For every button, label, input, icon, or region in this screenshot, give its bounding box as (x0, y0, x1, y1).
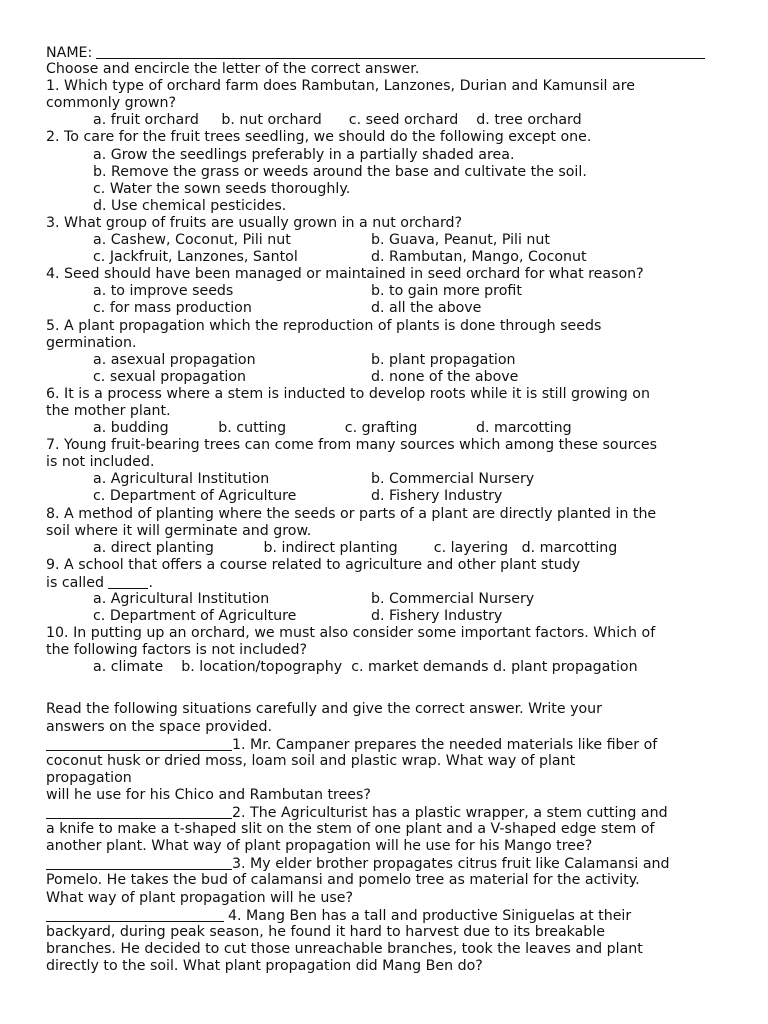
situation-3-answer-blank[interactable] (46, 855, 232, 870)
q2-option-b[interactable]: b. Remove the grass or weeds around the base and cultivate the soil. (93, 163, 587, 180)
q9-option-c[interactable]: c. Department of Agriculture (93, 608, 297, 625)
q7-options-row-2 (46, 488, 726, 505)
q5-option-b[interactable]: b. plant propagation (371, 351, 516, 368)
instructions-part-2-cont: answers on the space provided. (46, 718, 273, 735)
q7-stem-cont: is not included. (46, 454, 155, 471)
q3-option-c[interactable]: c. Jackfruit, Lanzones, Santol (93, 249, 298, 266)
situation-2-first-line (46, 804, 726, 821)
q1-options[interactable]: a. fruit orchard b. nut orchard c. seed orchard d. tree orchard (93, 112, 582, 129)
q9-stem-end: . (148, 574, 153, 591)
q4-option-d[interactable]: d. all the above (371, 300, 482, 317)
situation-3-line-2: Pomelo. He takes the bud of calamansi and pomelo tree as material for the activity. (46, 872, 640, 889)
q3-option-d[interactable]: d. Rambutan, Mango, Coconut (371, 249, 587, 266)
situation-1-first-line (46, 736, 726, 753)
q2-option-d[interactable]: d. Use chemical pesticides. (93, 197, 287, 214)
q9-stem-cont (46, 574, 726, 591)
situation-2-line-2: a knife to make a t-shaped slit on the stem of one plant and a V-shaped edge stem of (46, 821, 655, 838)
q7-option-c[interactable]: c. Department of Agriculture (93, 488, 297, 505)
q4-option-a[interactable]: a. to improve seeds (93, 283, 234, 300)
q9-options-row-1 (46, 591, 726, 608)
situation-1-line-3: propagation (46, 769, 132, 786)
situation-1-line-2: coconut husk or dried moss, loam soil and plastic wrap. What way of plant (46, 752, 576, 769)
q8-stem-cont: soil where it will germinate and grow. (46, 522, 312, 539)
section-gap (46, 676, 726, 693)
q8-options[interactable]: a. direct planting b. indirect planting c. layering d. marcotting (93, 539, 618, 556)
situation-2-text: 2. The Agriculturist has a plastic wrapper, a stem cutting and (232, 805, 668, 822)
q5-option-d[interactable]: d. none of the above (371, 368, 519, 385)
situation-4-line-2: backyard, during peak season, he found it hard to harvest due to its breakable (46, 923, 605, 940)
q5-option-c[interactable]: c. sexual propagation (93, 368, 247, 385)
q5-options-row-2 (46, 369, 726, 386)
q6-stem-cont: the mother plant. (46, 402, 171, 419)
q3-option-a[interactable]: a. Cashew, Coconut, Pili nut (93, 232, 291, 249)
q8-stem: 8. A method of planting where the seeds or parts of a plant are directly planted in the (46, 505, 657, 522)
name-label: NAME: (46, 45, 93, 61)
q4-stem: 4. Seed should have been managed or maintained in seed orchard for what reason? (46, 266, 644, 283)
situation-4-text: 4. Mang Ben has a tall and productive Siniguelas at their (228, 907, 632, 924)
situation-3-line-3: What way of plant propagation will he use? (46, 889, 353, 906)
q9-options-row-2 (46, 608, 726, 625)
situation-1-line-4: will he use for his Chico and Rambutan trees? (46, 786, 371, 803)
instructions-part-2: Read the following situations carefully and give the correct answer. Write your (46, 701, 603, 718)
q4-options-row-1 (46, 283, 726, 300)
q3-option-b[interactable]: b. Guava, Peanut, Pili nut (371, 232, 550, 249)
q1-stem: 1. Which type of orchard farm does Rambutan, Lanzones, Durian and Kamunsil are (46, 78, 635, 95)
q9-stem-text: is called (46, 574, 104, 591)
q9-answer-blank[interactable] (108, 574, 148, 589)
situation-3-first-line (46, 855, 726, 872)
q7-stem: 7. Young fruit-bearing trees can come from many sources which among these sources (46, 437, 658, 454)
q5-stem-cont: germination. (46, 334, 137, 351)
situation-4-answer-blank[interactable] (46, 907, 224, 922)
q10-stem: 10. In putting up an orchard, we must also consider some important factors. Which of (46, 625, 656, 642)
q7-option-d[interactable]: d. Fishery Industry (371, 488, 503, 505)
q7-options-row-1 (46, 471, 726, 488)
situation-2-answer-blank[interactable] (46, 804, 232, 819)
name-field[interactable] (96, 44, 705, 59)
q2-stem: 2. To care for the fruit trees seedling, we should do the following except one. (46, 129, 592, 146)
instructions-part-1: Choose and encircle the letter of the correct answer. (46, 61, 420, 78)
q5-stem: 5. A plant propagation which the reproduction of plants is done through seeds (46, 317, 602, 334)
q7-option-b[interactable]: b. Commercial Nursery (371, 471, 535, 488)
q5-options-row-1 (46, 352, 726, 369)
q4-option-c[interactable]: c. for mass production (93, 300, 252, 317)
situation-4-line-3: branches. He decided to cut those unreachable branches, took the leaves and plant (46, 940, 643, 957)
name-row (46, 44, 726, 61)
q9-stem: 9. A school that offers a course related to agriculture and other plant study (46, 556, 581, 573)
q7-option-a[interactable]: a. Agricultural Institution (93, 471, 270, 488)
q10-stem-cont: the following factors is not included? (46, 642, 308, 659)
q4-option-b[interactable]: b. to gain more profit (371, 283, 522, 300)
situation-4-first-line (46, 907, 726, 924)
q5-option-a[interactable]: a. asexual propagation (93, 351, 256, 368)
q2-option-c[interactable]: c. Water the sown seeds thoroughly. (93, 180, 351, 197)
worksheet (46, 44, 726, 975)
situation-2-line-3: another plant. What way of plant propagation will he use for his Mango tree? (46, 838, 593, 855)
situation-1-text: 1. Mr. Campaner prepares the needed materials like fiber of (232, 736, 658, 753)
section-gap-2 (46, 693, 726, 701)
q3-options-row-1 (46, 232, 726, 249)
q1-stem-cont: commonly grown? (46, 95, 176, 112)
q2-option-a[interactable]: a. Grow the seedlings preferably in a partially shaded area. (93, 146, 515, 163)
q9-option-a[interactable]: a. Agricultural Institution (93, 591, 270, 607)
q3-options-row-2 (46, 249, 726, 266)
q10-options[interactable]: a. climate b. location/topography c. market demands d. plant propagation (93, 659, 638, 676)
q6-stem: 6. It is a process where a stem is inducted to develop roots while it is still growing on (46, 385, 650, 402)
q9-option-b[interactable]: b. Commercial Nursery (371, 591, 535, 607)
situation-1-answer-blank[interactable] (46, 736, 232, 751)
q9-option-d[interactable]: d. Fishery Industry (371, 608, 503, 625)
situation-3-text: 3. My elder brother propagates citrus fruit like Calamansi and (232, 856, 670, 873)
situation-4-line-4: directly to the soil. What plant propagation did Mang Ben do? (46, 957, 483, 974)
q6-options[interactable]: a. budding b. cutting c. grafting d. marcotting (93, 420, 572, 437)
q4-options-row-2 (46, 300, 726, 317)
q3-stem: 3. What group of fruits are usually grown in a nut orchard? (46, 214, 463, 231)
